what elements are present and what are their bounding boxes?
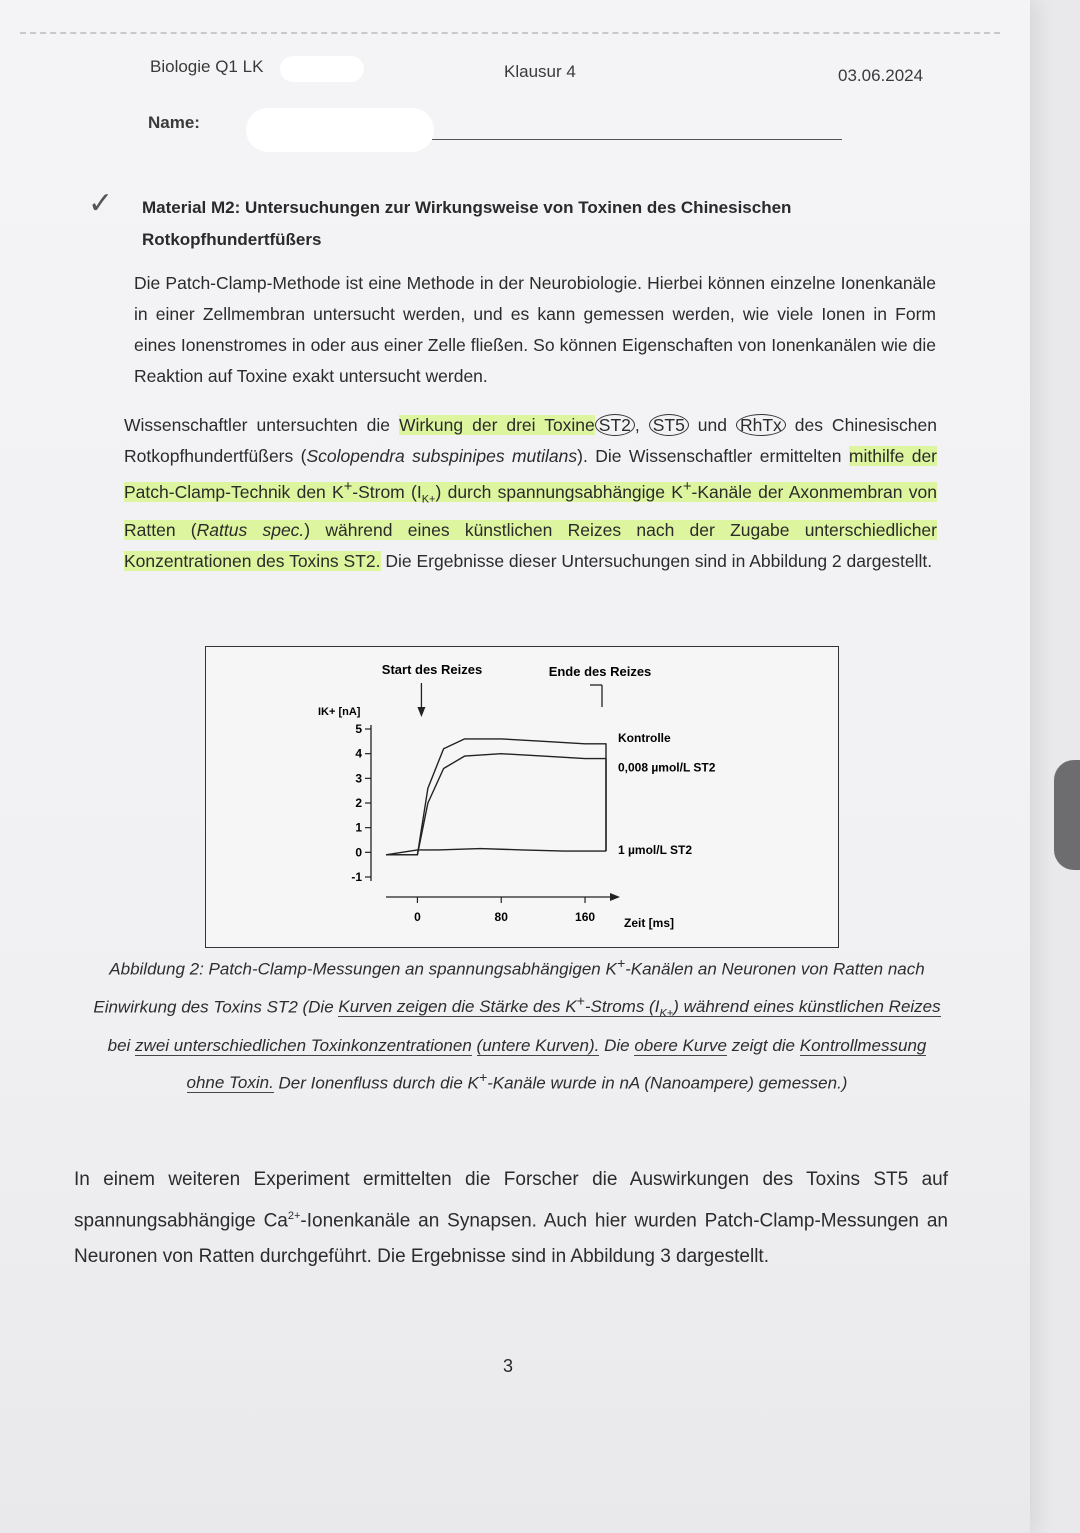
figure-2-chart bbox=[205, 646, 839, 948]
study-paragraph bbox=[124, 410, 937, 577]
material-title-line-2: Rotkopfhundertfüßers bbox=[142, 230, 322, 249]
text: Die bbox=[599, 1035, 635, 1055]
series-label-1: Kontrolle bbox=[618, 731, 671, 746]
subscript: K+ bbox=[421, 493, 436, 506]
text: mithilfe der Patch-Clamp-Technik den K bbox=[124, 446, 938, 502]
series-label-2: 0,008 µmol/L ST2 bbox=[618, 760, 716, 775]
text: -Kanäle wurde in nA (Nanoampere) gemessen.) bbox=[487, 1073, 848, 1093]
axes bbox=[351, 683, 620, 924]
highlight: Wirkung der drei Toxine bbox=[398, 415, 595, 435]
series-line-1 bbox=[386, 739, 606, 855]
text: ) bbox=[673, 997, 679, 1017]
text: -Stroms (I bbox=[584, 997, 660, 1017]
underlined: obere Kurve bbox=[634, 1035, 727, 1055]
toxin-rhtx-circled: RhTx bbox=[736, 414, 786, 436]
figure-2-caption bbox=[92, 948, 942, 1099]
text: -Kanälen an Neuronen von Ratten nach Einwirkung des Toxins ST2 (Die bbox=[93, 959, 925, 1017]
text: Abbildung 2: Patch-Clamp-Messungen an spannungsabhängigen K bbox=[109, 959, 617, 979]
y-tick-label: 0 bbox=[355, 845, 362, 860]
superscript: + bbox=[478, 1069, 488, 1086]
text: -Kanäle der Axonmembran von Ratten ( bbox=[124, 481, 937, 541]
text: bei bbox=[107, 1035, 136, 1055]
start-annotation: Start des Reizes bbox=[381, 662, 483, 677]
dashed-cut-line bbox=[20, 32, 1000, 34]
x-axis-label: Zeit [ms] bbox=[624, 916, 675, 930]
material-title bbox=[142, 192, 942, 256]
text: , bbox=[634, 415, 649, 435]
exam-label: Klausur 4 bbox=[504, 62, 576, 81]
text: In einem weiteren Experiment ermittelten die Forscher die Auswirkungen des Toxins ST5 auf spannungsabhängige Ca bbox=[74, 1169, 948, 1232]
name-line bbox=[432, 139, 842, 140]
course-label: Biologie Q1 LK bbox=[150, 57, 264, 76]
end-annotation: Ende des Reizes bbox=[548, 664, 652, 679]
page-number: 3 bbox=[503, 1356, 514, 1376]
superscript: + bbox=[682, 479, 692, 495]
text bbox=[472, 1036, 477, 1055]
superscript: + bbox=[576, 993, 585, 1010]
rattus-name: Rattus spec. bbox=[196, 520, 305, 541]
x-axis-arrow-icon bbox=[610, 893, 620, 901]
underlined: Kontrollmessung ohne Toxin. bbox=[186, 1035, 927, 1093]
y-tick-label: 2 bbox=[355, 796, 362, 810]
superscript: + bbox=[343, 479, 353, 495]
y-tick-label: 3 bbox=[355, 771, 362, 786]
redacted-name bbox=[246, 108, 434, 152]
series-line-2 bbox=[386, 754, 606, 855]
y-axis-label: IK+ [nA] bbox=[318, 706, 361, 718]
y-tick-label: -1 bbox=[351, 870, 362, 884]
start-arrow-icon bbox=[417, 707, 425, 717]
y-tick-label: 4 bbox=[355, 746, 362, 761]
text: und bbox=[688, 415, 736, 435]
species-name: Scolopendra subspinipes mutilans bbox=[306, 446, 578, 466]
text: Kurven zeigen die Stärke des K bbox=[338, 997, 577, 1017]
superscript: 2+ bbox=[287, 1210, 301, 1222]
y-tick-label: 5 bbox=[355, 722, 362, 736]
followup-paragraph bbox=[74, 1162, 948, 1275]
series-label-3: 1 µmol/L ST2 bbox=[618, 842, 693, 857]
series-labels bbox=[618, 731, 716, 857]
y-tick-label: 1 bbox=[355, 820, 362, 835]
series-line-3 bbox=[386, 849, 606, 855]
text: Der Ionenfluss durch die K bbox=[273, 1073, 479, 1093]
checkmark-icon: ✓ bbox=[88, 187, 114, 220]
x-tick-label: 80 bbox=[494, 910, 508, 924]
series-lines bbox=[386, 739, 606, 855]
text: zeigt die bbox=[726, 1035, 800, 1055]
name-label: Name: bbox=[148, 113, 200, 132]
text: ). Die Wissenschaftler ermittelten bbox=[577, 446, 849, 466]
superscript: + bbox=[616, 956, 626, 972]
underlined bbox=[338, 993, 941, 1020]
text: des Chinesischen Rotkopfhundertfüßers ( bbox=[124, 415, 937, 466]
text: -Ionenkanäle an Synapsen. Auch hier wurden Patch-Clamp-Messungen an Neuronen von Ratten durchgeführt. Die Ergebnisse sind in Abbildung 3 dargestellt. bbox=[74, 1210, 948, 1268]
x-tick-label: 0 bbox=[414, 910, 421, 924]
material-title-line-1: Material M2: Untersuchungen zur Wirkungsweise von Toxinen des Chinesischen bbox=[142, 198, 792, 217]
intro-paragraph: Die Patch-Clamp-Methode ist eine Methode in der Neurobiologie. Hierbei können einzelne Ionenkanäle in einer Zellmembran untersucht werden, und es kann gemessen werden, wie viele Ionen in Form eines Ionenstromes in oder aus einer Zelle fließen. So können Eigenschaften von Ionenkanälen wie die Reaktion auf Toxine exakt untersucht werden. bbox=[134, 273, 936, 386]
toxin-st5-circled: ST5 bbox=[649, 414, 689, 436]
toxin-st2-circled: ST2 bbox=[595, 414, 635, 436]
x-tick-label: 160 bbox=[575, 910, 596, 924]
text: ) durch spannungsabhängige K bbox=[435, 481, 683, 502]
redacted-course-suffix bbox=[280, 56, 364, 82]
text: Die Ergebnisse dieser Untersuchungen sind in Abbildung 2 dargestellt. bbox=[380, 551, 933, 572]
subscript: K+ bbox=[659, 1007, 674, 1020]
text: während eines künstlichen Reizes bbox=[678, 997, 941, 1017]
underlined: zwei unterschiedlichen Toxinkonzentrationen bbox=[135, 1035, 472, 1055]
text: Wissenschaftler untersuchten die bbox=[124, 415, 399, 435]
page-edge-shadow bbox=[1054, 760, 1080, 870]
patch-clamp-chart bbox=[206, 647, 838, 947]
exam-date: 03.06.2024 bbox=[838, 66, 924, 85]
underlined: (untere Kurven). bbox=[476, 1035, 600, 1055]
text: -Strom (I bbox=[352, 481, 422, 502]
text: ) während eines künstlichen Reizes nach der Zugabe unterschiedlicher Konzentrationen des Toxins ST2. bbox=[124, 520, 937, 572]
